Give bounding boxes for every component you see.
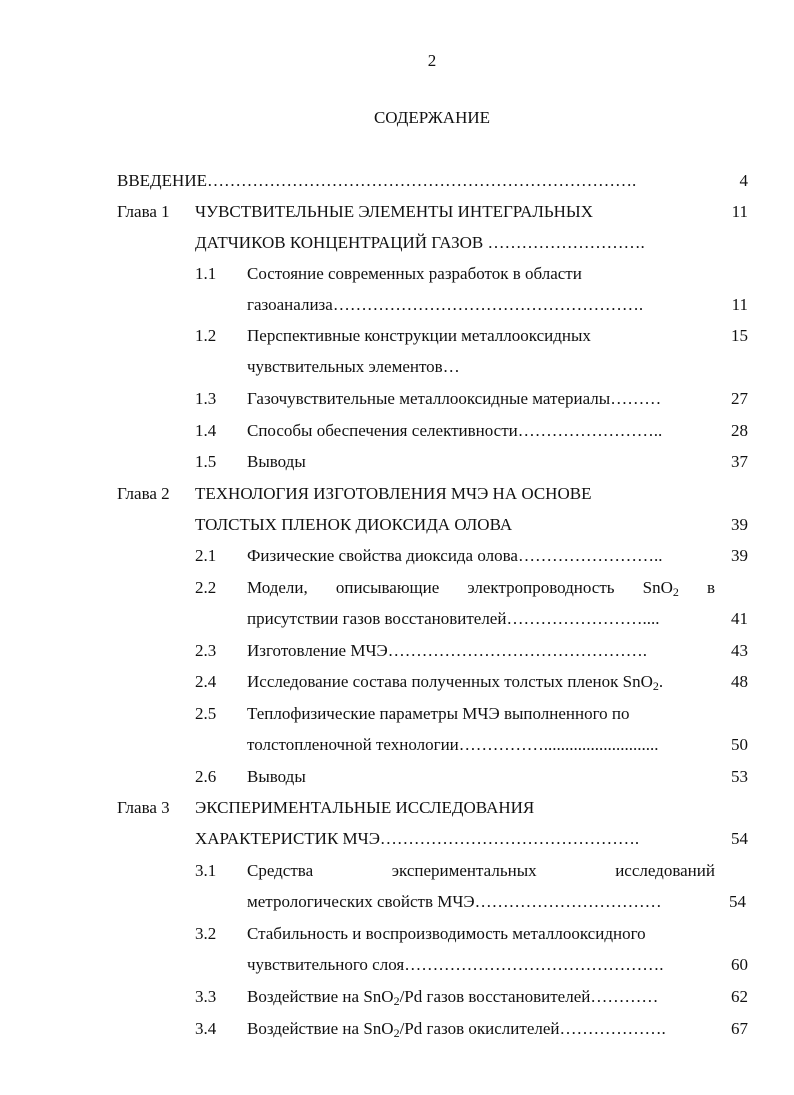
section-num: 2.6 [195, 767, 217, 786]
subscript: 2 [652, 679, 659, 693]
section-num: 3.3 [195, 987, 217, 1006]
section-title-cont: толстопленочной технологии……………........................... [247, 735, 659, 754]
word: Модели, [247, 578, 308, 597]
section-title: Воздействие на SnO$_2$/Pd газов восстановителей………… [247, 987, 659, 1008]
section-page: 67 [731, 1019, 748, 1038]
section-num: 2.4 [195, 672, 217, 691]
section-title-justified [247, 577, 715, 599]
page-number: 2 [427, 51, 437, 70]
section-title-cont: чувствительного слоя………………………………………. [247, 955, 664, 974]
section-title: Теплофизические параметры МЧЭ выполненного по [247, 704, 630, 723]
section-page: 15 [731, 326, 748, 345]
section-title-justified [247, 860, 715, 882]
section-page: 60 [731, 955, 748, 974]
section-title: Стабильность и воспроизводимость металлооксидного [247, 924, 646, 943]
section-page: 41 [731, 609, 748, 628]
section-page: 53 [731, 767, 748, 786]
subscript: 2 [393, 994, 400, 1008]
word: в [706, 578, 715, 597]
chapter-3-title: ЭКСПЕРИМЕНТАЛЬНЫЕ ИССЛЕДОВАНИЯ [195, 798, 535, 817]
section-page: 50 [731, 735, 748, 754]
word: исследований [615, 861, 715, 880]
section-title: Изготовление МЧЭ………………………………………. [247, 641, 647, 660]
chapter-1-title: ЧУВСТВИТЕЛЬНЫЕ ЭЛЕМЕНТЫ ИНТЕГРАЛЬНЫХ [195, 202, 594, 221]
section-title-cont: присутствии газов восстановителей…………………….... [247, 609, 660, 628]
chapter-2-page: 39 [731, 515, 748, 534]
section-title: Состояние современных разработок в области [247, 264, 582, 283]
chapter-1-label: Глава 1 [117, 202, 170, 221]
section-page: 37 [731, 452, 748, 471]
section-title-cont: чувствительных элементов… [247, 357, 460, 376]
section-num: 2.5 [195, 704, 217, 723]
chapter-1-page: 11 [731, 202, 748, 221]
chapter-1-title-cont: ДАТЧИКОВ КОНЦЕНТРАЦИЙ ГАЗОВ ………………………. [195, 233, 645, 252]
section-title: Выводы [247, 452, 306, 471]
chapter-3-label: Глава 3 [117, 798, 170, 817]
word: экспериментальных [391, 861, 537, 880]
section-page: 39 [731, 546, 748, 565]
section-num: 3.2 [195, 924, 217, 943]
section-num: 2.1 [195, 546, 217, 565]
section-title: Воздействие на SnO$_2$/Pd газов окислителей………………. [247, 1019, 666, 1040]
section-num: 1.2 [195, 326, 217, 345]
section-page: 11 [731, 295, 748, 314]
chapter-3-title-cont: ХАРАКТЕРИСТИК МЧЭ………………………………………. [195, 829, 640, 848]
toc-intro: ВВЕДЕНИЕ…………………………………………………………………. [117, 171, 637, 190]
word: SnO$_2$ [642, 578, 679, 599]
section-title-cont: газоанализа………………………………………………. [247, 295, 644, 314]
section-num: 1.4 [195, 421, 217, 440]
chapter-2-title: ТЕХНОЛОГИЯ ИЗГОТОВЛЕНИЯ МЧЭ НА ОСНОВЕ [195, 484, 592, 503]
section-page: 48 [731, 672, 748, 691]
section-num: 1.3 [195, 389, 217, 408]
toc-title: СОДЕРЖАНИЕ [373, 108, 491, 127]
section-title: Исследование состава полученных толстых пленок SnO$_2$. [247, 672, 664, 693]
section-title-cont: метрологических свойств МЧЭ…………………………… [247, 892, 662, 911]
section-title: Способы обеспечения селективности…………………….. [247, 421, 663, 440]
subscript: 2 [672, 585, 679, 599]
section-num: 1.5 [195, 452, 217, 471]
subscript: 2 [393, 1026, 400, 1040]
section-num: 3.1 [195, 861, 217, 880]
section-num: 2.3 [195, 641, 217, 660]
word: Средства [247, 861, 314, 880]
section-title: Физические свойства диоксида олова…………………….. [247, 546, 663, 565]
section-title: Перспективные конструкции металлооксидных [247, 326, 591, 345]
section-num: 3.4 [195, 1019, 217, 1038]
section-num: 2.2 [195, 578, 217, 597]
toc-intro-page: 4 [739, 171, 748, 190]
section-page: 43 [731, 641, 748, 660]
chapter-2-label: Глава 2 [117, 484, 170, 503]
section-page: 28 [731, 421, 748, 440]
chapter-3-page: 54 [731, 829, 748, 848]
section-title: Выводы [247, 767, 306, 786]
word: описывающие [335, 578, 440, 597]
chapter-2-title-cont: ТОЛСТЫХ ПЛЕНОК ДИОКСИДА ОЛОВА [195, 515, 513, 534]
section-page: 27 [731, 389, 748, 408]
section-page: 54 [729, 892, 746, 911]
section-num: 1.1 [195, 264, 217, 283]
section-title: Газочувствительные металлооксидные материалы……… [247, 389, 662, 408]
section-page: 62 [731, 987, 748, 1006]
word: электропроводность [467, 578, 615, 597]
